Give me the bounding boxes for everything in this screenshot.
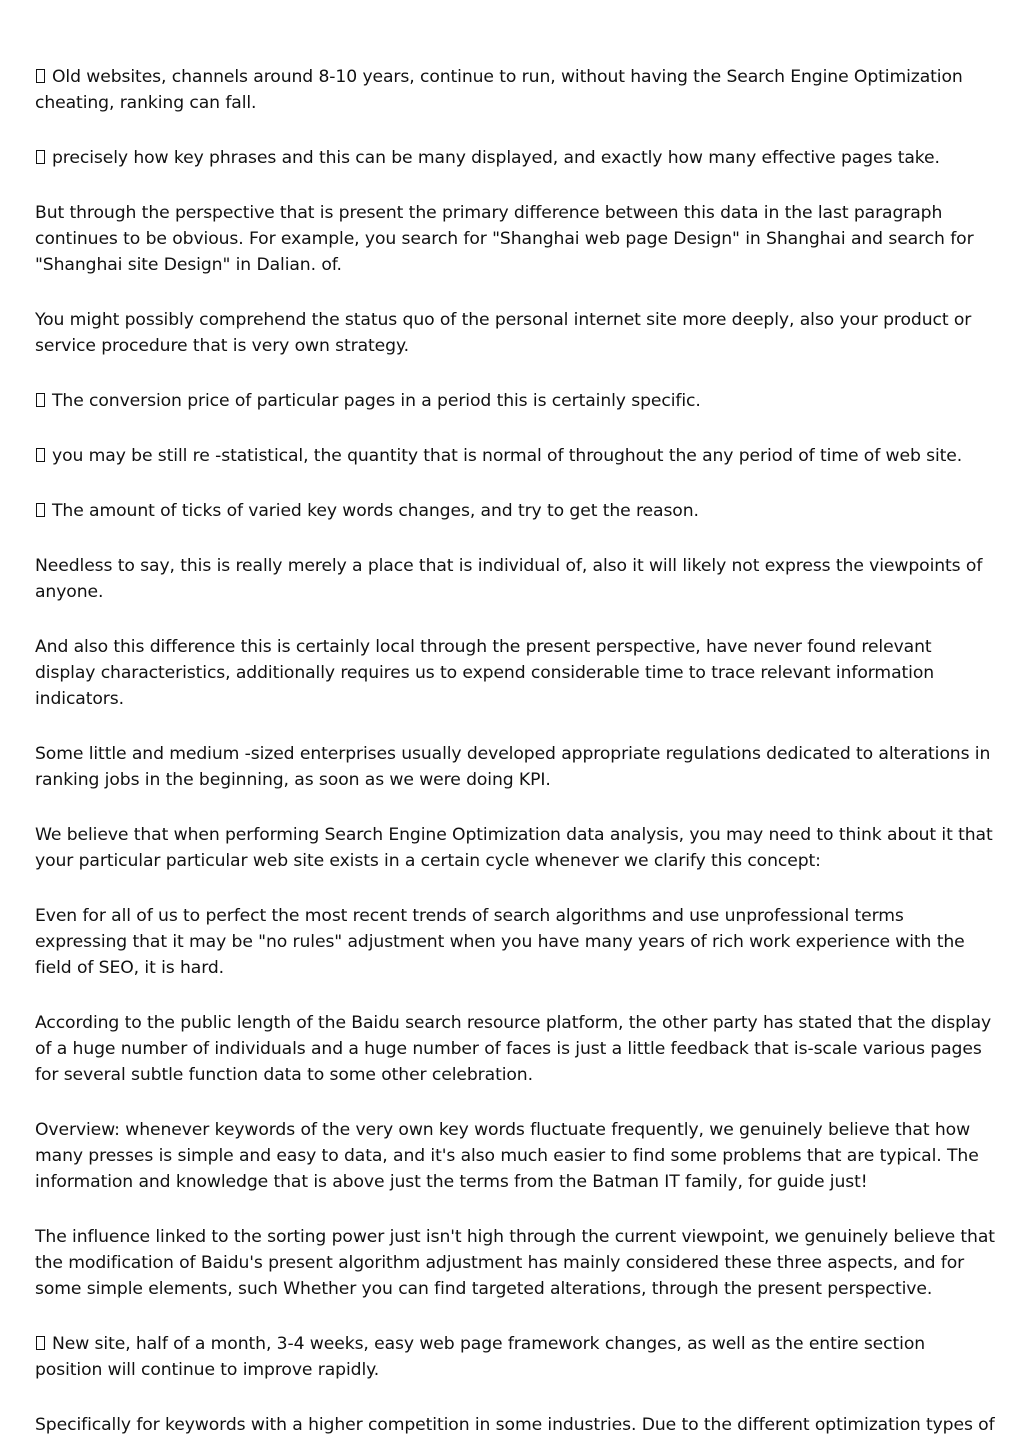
paragraph-text: Specifically for keywords with a higher competition in some industries. Due to the different optimization types of [35, 1415, 995, 1435]
paragraph [35, 1331, 997, 1383]
paragraph-text: Even for all of us to perfect the most recent trends of search algorithms and use unprofessional terms expressing that it may be "no rules" adjustment when you have many years of rich work experience with the field of SEO, it is hard. [35, 906, 965, 978]
paragraph [35, 741, 997, 793]
paragraph-text: Some little and medium -sized enterprises usually developed appropriate regulations dedicated to alterations in ranking jobs in the beginning, as soon as we were doing KPI. [35, 744, 991, 790]
paragraph [35, 634, 997, 712]
paragraph-text: The influence linked to the sorting power just isn't high through the current viewpoint, we genuinely believe that the modification of Baidu's present algorithm adjustment has mainly considered these three aspects, and for some simple elements, such Whether you can find targeted alterations, through the present perspective. [35, 1227, 995, 1299]
paragraph [35, 553, 997, 605]
paragraph [35, 145, 997, 171]
paragraph [35, 1117, 997, 1195]
paragraph-text: Overview: whenever keywords of the very own key words fluctuate frequently, we genuinely believe that how many presses is simple and easy to data, and it's also much easier to find some problems that are typical. The information and knowledge that is above just the terms from the Batman IT family, for guide just! [35, 1120, 979, 1192]
document-body [35, 64, 997, 1449]
paragraph-text: The conversion price of particular pages in a period this is certainly specific. [52, 391, 701, 411]
paragraph [35, 903, 997, 981]
paragraph-text: And also this difference this is certainly local through the present perspective, have never found relevant display characteristics, additionally requires us to expend considerable time to trace relevant information indicators. [35, 637, 935, 709]
paragraph-text: According to the public length of the Baidu search resource platform, the other party has stated that the display of a huge number of individuals and a huge number of faces is just a little feedback that is-scale various pages for several subtle function data to some other celebration. [35, 1013, 992, 1085]
missing-glyph-bullet-icon [36, 503, 45, 517]
missing-glyph-bullet-icon [36, 1336, 45, 1350]
paragraph [35, 443, 997, 469]
paragraph [35, 498, 997, 524]
missing-glyph-bullet-icon [36, 448, 45, 462]
paragraph-text: But through the perspective that is present the primary difference between this data in the last paragraph continues to be obvious. For example, you search for "Shanghai web page Design" in Shanghai and search for "Shanghai site Design" in Dalian. of. [35, 203, 974, 275]
paragraph [35, 388, 997, 414]
paragraph [35, 1224, 997, 1302]
paragraph-text: You might possibly comprehend the status quo of the personal internet site more deeply, also your product or service procedure that is very own strategy. [35, 310, 972, 356]
missing-glyph-bullet-icon [36, 69, 45, 83]
paragraph-text: We believe that when performing Search Engine Optimization data analysis, you may need to think about it that your particular particular web site exists in a certain cycle whenever we clarify this concept: [35, 825, 993, 871]
paragraph [35, 1412, 997, 1438]
paragraph [35, 64, 997, 116]
paragraph [35, 307, 997, 359]
missing-glyph-bullet-icon [36, 150, 45, 164]
paragraph [35, 1010, 997, 1088]
paragraph-text: you may be still re -statistical, the quantity that is normal of throughout the any period of time of web site. [52, 446, 963, 466]
missing-glyph-bullet-icon [36, 393, 45, 407]
paragraph-text: Needless to say, this is really merely a place that is individual of, also it will likely not express the viewpoints of anyone. [35, 556, 983, 602]
paragraph-text: Old websites, channels around 8-10 years, continue to run, without having the Search Engine Optimization cheating, ranking can fall. [35, 67, 963, 113]
paragraph-text: The amount of ticks of varied key words changes, and try to get the reason. [52, 501, 699, 521]
paragraph [35, 822, 997, 874]
paragraph [35, 200, 997, 278]
paragraph-text: precisely how key phrases and this can be many displayed, and exactly how many effective pages take. [52, 148, 940, 168]
paragraph-text: New site, half of a month, 3-4 weeks, easy web page framework changes, as well as the entire section position will continue to improve rapidly. [35, 1334, 926, 1380]
